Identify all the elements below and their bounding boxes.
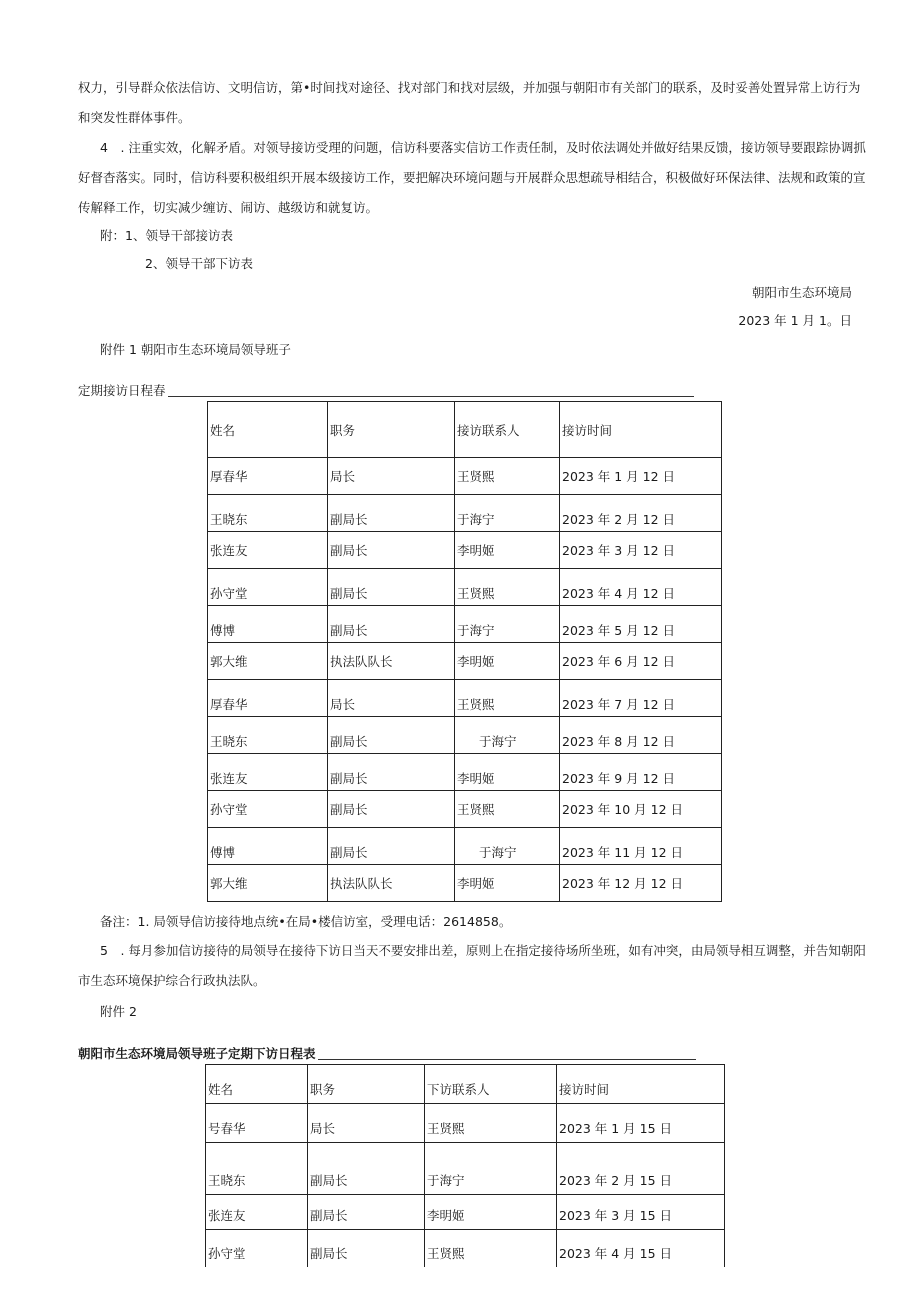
table-row [208,495,722,532]
paragraph-line: 和突发性群体事件。 [78,110,191,125]
item-5-line: 5 . 每月参加信访接待的局领导在接待下访日当天不要安排出差，原则上在指定接待场所坐班，如有冲突，由局领导相互调整，并告知朝阳 [100,943,866,958]
cell-name: 王晓东 [208,495,328,532]
cell-time: 2023 年 8 月 12 日 [560,717,722,754]
paragraph-line: 权力，引导群众依法信访、文明信访，第•时间找对途径、找对部门和找对层级，并加强与朝阳市有关部门的联系，及时妥善处置异常上访行为 [78,80,861,95]
visit-schedule-table [205,1064,725,1267]
table-row [206,1230,725,1267]
attachment-list-item: 2、领导干部下访表 [145,256,253,271]
cell-name: 王晓东 [208,717,328,754]
cell-name: 孙守堂 [208,569,328,606]
cell-time: 2023 年 6 月 12 日 [560,643,722,680]
table-row [208,458,722,495]
cell-time: 2023 年 4 月 12 日 [560,569,722,606]
cell-position: 副局长 [308,1230,425,1267]
title-underline [168,396,694,397]
annex-2-label: 附件 2 [100,1004,137,1019]
table-note: 备注：1. 局领导信访接待地点统•在局•楼信访室，受理电话：2614858。 [100,914,512,929]
cell-time: 2023 年 5 月 12 日 [560,606,722,643]
cell-name: 郭大维 [208,643,328,680]
table-row [208,717,722,754]
cell-contact: 王贤熙 [455,791,560,828]
cell-contact: 于海宁 [455,828,560,865]
cell-name: 厚春华 [208,458,328,495]
cell-contact: 王贤熙 [425,1230,557,1267]
cell-contact: 李明姬 [455,865,560,902]
signature-date: 2023 年 1 月 1。日 [738,313,852,328]
cell-position: 副局长 [308,1195,425,1230]
cell-name: 厚春华 [208,680,328,717]
cell-name: 孙守堂 [208,791,328,828]
cell-name: 张连友 [208,532,328,569]
cell-contact: 王贤熙 [425,1104,557,1143]
cell-name: 孙守堂 [206,1230,308,1267]
cell-position: 副局长 [328,754,455,791]
cell-name: 号春华 [206,1104,308,1143]
cell-position: 局长 [328,680,455,717]
header-name: 姓名 [208,402,328,458]
table-row [208,754,722,791]
header-name: 姓名 [206,1065,308,1104]
title-underline [318,1059,696,1060]
table-row [208,532,722,569]
table-row [206,1104,725,1143]
cell-position: 副局长 [328,828,455,865]
table-header-row [206,1065,725,1104]
signature-org: 朝阳市生态环境局 [751,285,852,300]
reception-schedule-table [207,401,722,902]
table-row [206,1195,725,1230]
cell-position: 执法队队长 [328,865,455,902]
cell-contact: 于海宁 [455,606,560,643]
cell-position: 副局长 [328,717,455,754]
table-row [206,1143,725,1195]
cell-name: 张连友 [206,1195,308,1230]
cell-name: 傅博 [208,606,328,643]
cell-position: 局长 [308,1104,425,1143]
header-position: 职务 [328,402,455,458]
table-row [208,865,722,902]
table-row [208,828,722,865]
cell-contact: 李明姬 [455,532,560,569]
cell-time: 2023 年 11 月 12 日 [560,828,722,865]
cell-time: 2023 年 3 月 15 日 [557,1195,725,1230]
cell-contact: 李明姬 [455,643,560,680]
cell-time: 2023 年 10 月 12 日 [560,791,722,828]
table-row [208,569,722,606]
cell-position: 副局长 [328,569,455,606]
cell-name: 傅博 [208,828,328,865]
cell-contact: 王贤熙 [455,680,560,717]
cell-contact: 李明姬 [455,754,560,791]
attachment-list-item: 附：1、领导干部接访表 [100,228,233,243]
cell-position: 副局长 [308,1143,425,1195]
item-4-line: 4 . 注重实效，化解矛盾。对领导接访受理的问题，信访科要落实信访工作责任制，及时依法调处并做好结果反馈，接访领导要跟踪协调抓 [100,140,866,155]
cell-position: 副局长 [328,495,455,532]
cell-time: 2023 年 4 月 15 日 [557,1230,725,1267]
cell-contact: 王贤熙 [455,458,560,495]
cell-time: 2023 年 2 月 12 日 [560,495,722,532]
annex-1-subtitle: 定期接访日程春 [78,383,166,398]
annex-1-title: 附件 1 朝阳市生态环境局领导班子 [100,342,291,357]
item-5-line: 市生态环境保护综合行政执法队。 [78,973,266,988]
cell-position: 局长 [328,458,455,495]
cell-time: 2023 年 3 月 12 日 [560,532,722,569]
cell-contact: 于海宁 [455,717,560,754]
cell-name: 王晓东 [206,1143,308,1195]
header-contact: 接访联系人 [455,402,560,458]
table-row [208,643,722,680]
cell-time: 2023 年 1 月 12 日 [560,458,722,495]
table-row [208,680,722,717]
item-4-line: 好督杳落实。同时，信访科要积极组织开展本级接访工作，要把解决环境问题与开展群众思想疏导相结合，积极做好环保法律、法规和政策的宣 [78,170,866,185]
cell-position: 副局长 [328,532,455,569]
cell-contact: 王贤熙 [455,569,560,606]
table-row [208,606,722,643]
item-4-line: 传解释工作，切实减少缠访、闹访、越级访和就复访。 [78,200,379,215]
table-row [208,791,722,828]
cell-time: 2023 年 1 月 15 日 [557,1104,725,1143]
cell-name: 张连友 [208,754,328,791]
cell-time: 2023 年 12 月 12 日 [560,865,722,902]
cell-time: 2023 年 2 月 15 日 [557,1143,725,1195]
cell-contact: 李明姬 [425,1195,557,1230]
cell-contact: 于海宁 [455,495,560,532]
cell-position: 副局长 [328,606,455,643]
header-time: 接访时间 [560,402,722,458]
header-position: 职务 [308,1065,425,1104]
cell-contact: 于海宁 [425,1143,557,1195]
cell-name: 郭大维 [208,865,328,902]
cell-time: 2023 年 9 月 12 日 [560,754,722,791]
cell-position: 副局长 [328,791,455,828]
header-contact: 下访联系人 [425,1065,557,1104]
table-header-row [208,402,722,458]
annex-2-title: 朝阳市生态环境局领导班子定期下访日程表 [78,1046,316,1061]
header-time: 接访时间 [557,1065,725,1104]
cell-position: 执法队队长 [328,643,455,680]
cell-time: 2023 年 7 月 12 日 [560,680,722,717]
